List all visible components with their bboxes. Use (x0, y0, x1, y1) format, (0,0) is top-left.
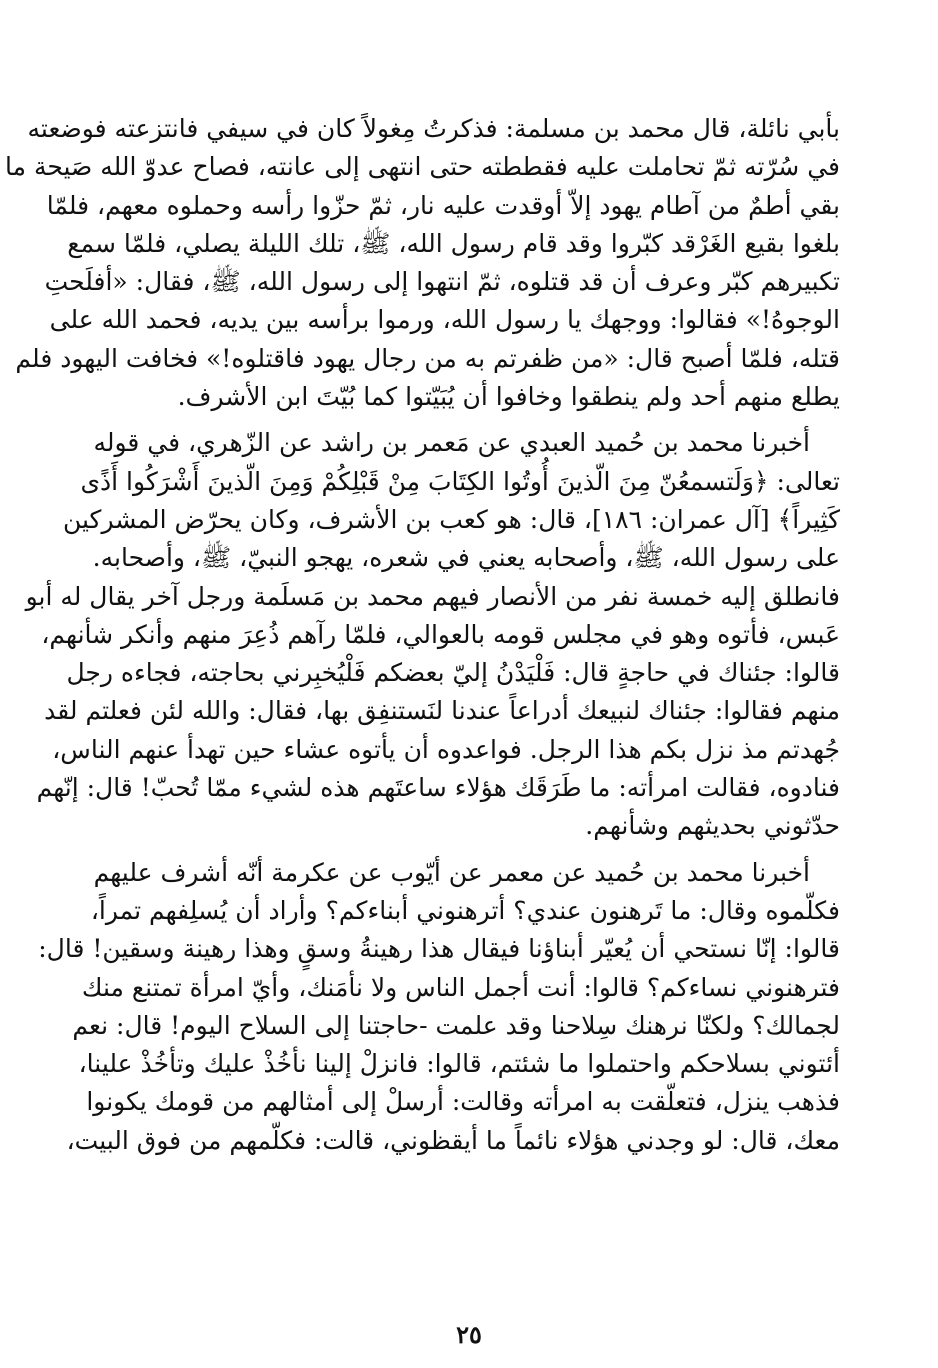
text-line: تعالى: ﴿وَلَتسمعُنّ مِنَ الّذينَ أُوتُوا الكِتَابَ مِنْ قَبْلِكُمْ وَمِنَ الّذينَ أَشْرَكُوا أَذًى (80, 466, 840, 496)
text-line: قالوا: جئناك في حاجةٍ قال: فَلْيَدْنُ إليّ بعضكم فَلْيُخبِرني بحاجته، فجاءه رجل (66, 658, 840, 688)
text-line: أخبرنا محمد بن حُميد عن معمر عن أيّوب عن عكرمة أنّه أشرف عليهم (93, 857, 810, 887)
page-number: ٢٥ (456, 1320, 482, 1349)
text-line: كَثِيراً﴾ [آل عمران: ١٨٦]، قال: هو كعب بن الأشرف، وكان يحرّض المشركين (62, 504, 840, 534)
text-line: بلغوا بقيع الغَرْقد كبّروا وقد قام رسول الله، ﷺ، تلك الليلة يصلي، فلمّا سمع (67, 228, 840, 258)
text-line: منهم فقالوا: جئناك لنبيعك أدراعاً عندنا لنَستنفِق بها، فقال: والله لئن فعلتم لقد (44, 696, 840, 726)
text-line: بأبي نائلة، قال محمد بن مسلمة: فذكرتُ مِغولاً كان في سيفي فانتزعته فوضعته (27, 114, 840, 143)
text-line: فترهنوني نساءكم؟ قالوا: أنت أجمل الناس ولا نأمَنك، وأيّ امرأة تمتنع منك (81, 972, 840, 1002)
paragraph-1 (5, 110, 840, 416)
paragraph-gap (100, 416, 840, 424)
book-page (5, 110, 840, 1350)
text-line: قالوا: إنّا نستحي أن يُعيّر أبناؤنا فيقال هذا رهينةُ وسقٍ وهذا رهينة وسقين! قال: (38, 934, 840, 964)
paragraph-gap (100, 846, 840, 854)
text-line: تكبيرهم كبّر وعرف أن قد قتلوه، ثمّ انتهوا إلى رسول الله، ﷺ، فقال: «أفلَحتِ (44, 267, 840, 297)
text-line: على رسول الله، ﷺ، وأصحابه يعني في شعره، يهجو النبيّ، ﷺ، وأصحابه. (92, 543, 840, 573)
text-line: لجمالك؟ ولكنّا نرهنك سِلاحنا وقد علمت -حاجتنا إلى السلاح اليوم! قال: نعم (72, 1010, 840, 1040)
text-line: عَبس، فأتوه وهو في مجلس قومه بالعوالي، فلمّا رآهم ذُعِرَ منهم وأنكر شأنهم، (41, 619, 840, 649)
text-line: أئتوني بسلاحكم واحتملوا ما شئتم، قالوا: فانزلْ إلينا نأخُذْ عليك وتأخُذْ علينا، (78, 1049, 840, 1079)
text-line: فانطلق إليه خمسة نفر من الأنصار فيهم محمد بن مَسلَمة ورجل آخر يقال له أبو (25, 581, 840, 611)
text-line: معك، قال: لو وجدني هؤلاء نائماً ما أيقظوني، قالت: فكلّمهم من فوق البيت، (66, 1125, 840, 1155)
paragraph-3 (38, 854, 840, 1160)
text-line: حدّثوني بحديثهم وشأنهم. (585, 811, 840, 841)
text-line: قتله، فلمّا أصبح قال: «من ظفرتم به من رجال يهود فاقتلوه!» فخافت اليهود فلم (15, 343, 840, 373)
text-line: الوجوهُ!» فقالوا: ووجهك يا رسول الله، ورموا برأسه بين يديه، فحمد الله على (49, 305, 840, 335)
paragraph-2 (25, 424, 840, 845)
text-line: بقي أطمٌ من آطام يهود إلاّ أوقدت عليه نار، ثمّ حزّوا رأسه وحملوه معهم، فلمّا (46, 190, 840, 220)
text-line: أخبرنا محمد بن حُميد العبدي عن مَعمر بن راشد عن الزّهري، في قوله (93, 428, 810, 458)
text-line: فكلّموه وقال: ما تَرهنون عندي؟ أترهنوني أبناءكم؟ وأراد أن يُسلِفهم تمراً، (90, 895, 840, 925)
text-line: فنادوه، فقالت امرأته: ما طَرَقَك هؤلاء ساعتَهم هذه لشيء ممّا تُحبّ! قال: إنّهم (36, 773, 840, 803)
text-line: يطلع منهم أحد ولم ينطقوا وخافوا أن يُبَيّتوا كما بُيّتَ ابن الأشرف. (177, 382, 840, 412)
text-line: جُهدتم مذ نزل بكم هذا الرجل. فواعدوه أن يأتوه عشاء حين تهدأ عنهم الناس، (52, 734, 840, 764)
text-line: فذهب ينزل، فتعلّقت به امرأته وقالت: أرسلْ إلى أمثالهم من قومك يكونوا (86, 1087, 840, 1117)
text-line: في سُرّته ثمّ تحاملت عليه فقططته حتى انتهى إلى عانته، فصاح عدوّ الله صَيحة ما (5, 152, 840, 182)
